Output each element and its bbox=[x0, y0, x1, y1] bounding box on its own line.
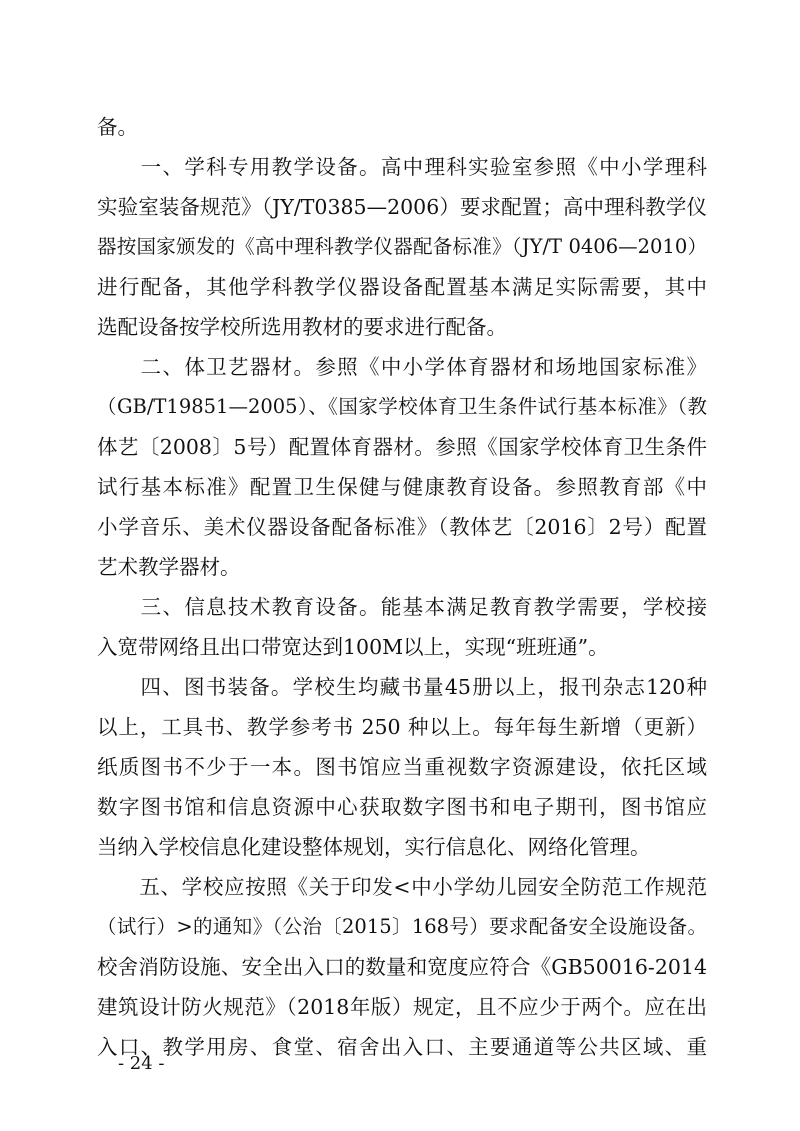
text-line: 纸质图书不少于一本。图书馆应当重视数字资源建设，依托区域 bbox=[97, 755, 707, 779]
text-line: 当纳入学校信息化建设整体规划，实行信息化、网络化管理。 bbox=[97, 835, 651, 859]
text-line: 一、学科专用教学设备。高中理科实验室参照《中小学理科 bbox=[97, 155, 707, 179]
text-line: 小学音乐、美术仪器设备配备标准》（教体艺〔2016〕2号）配置 bbox=[97, 515, 707, 539]
text-line: 三、信息技术教育设备。能基本满足教育教学需要，学校接 bbox=[97, 595, 707, 619]
text-line: 入宽带网络且出口带宽达到100M以上，实现“班班通”。 bbox=[97, 635, 609, 659]
text-line: 体艺〔2008〕5号）配置体育器材。参照《国家学校体育卫生条件 bbox=[97, 435, 707, 459]
text-line: 艺术教学器材。 bbox=[97, 555, 241, 579]
text-line: 器按国家颁发的《高中理科教学仪器配备标准》（JY/T 0406—2010） bbox=[97, 235, 707, 258]
text-line: 建筑设计防火规范》（2018年版）规定，且不应少于两个。应在出 bbox=[97, 995, 707, 1019]
text-line: 数字图书馆和信息资源中心获取数字图书和电子期刊，图书馆应 bbox=[97, 795, 707, 819]
text-line: 入口、教学用房、食堂、宿舍出入口、主要通道等公共区域、重 bbox=[97, 1035, 707, 1059]
text-line: 实验室装备规范》（JY/T0385—2006）要求配置；高中理科教学仪 bbox=[97, 195, 707, 219]
page-number: - 24 - bbox=[118, 1053, 165, 1074]
text-line: （GB/T19851—2005）、《国家学校体育卫生条件试行基本标准》（教 bbox=[97, 395, 707, 418]
text-line: 以上，工具书、教学参考书 250 种以上。每年每生新增（更新） bbox=[97, 715, 707, 739]
text-line: 五、学校应按照《关于印发<中小学幼儿园安全防范工作规范 bbox=[97, 875, 707, 899]
text-line: （试行）>的通知》（公治〔2015〕168号）要求配备安全设施设备。 bbox=[97, 915, 707, 938]
text-line: 二、体卫艺器材。参照《中小学体育器材和场地国家标准》 bbox=[97, 355, 707, 379]
text-line: 选配设备按学校所选用教材的要求进行配备。 bbox=[97, 315, 507, 339]
text-line: 试行基本标准》配置卫生保健与健康教育设备。参照教育部《中 bbox=[97, 475, 707, 499]
text-line: 进行配备，其他学科教学仪器设备配置基本满足实际需要，其中 bbox=[97, 275, 707, 299]
text-line: 校舍消防设施、安全出入口的数量和宽度应符合《GB50016-2014 bbox=[97, 955, 707, 979]
text-line: 备。 bbox=[97, 115, 138, 139]
text-line: 四、图书装备。学校生均藏书量45册以上，报刊杂志120种 bbox=[97, 675, 707, 699]
